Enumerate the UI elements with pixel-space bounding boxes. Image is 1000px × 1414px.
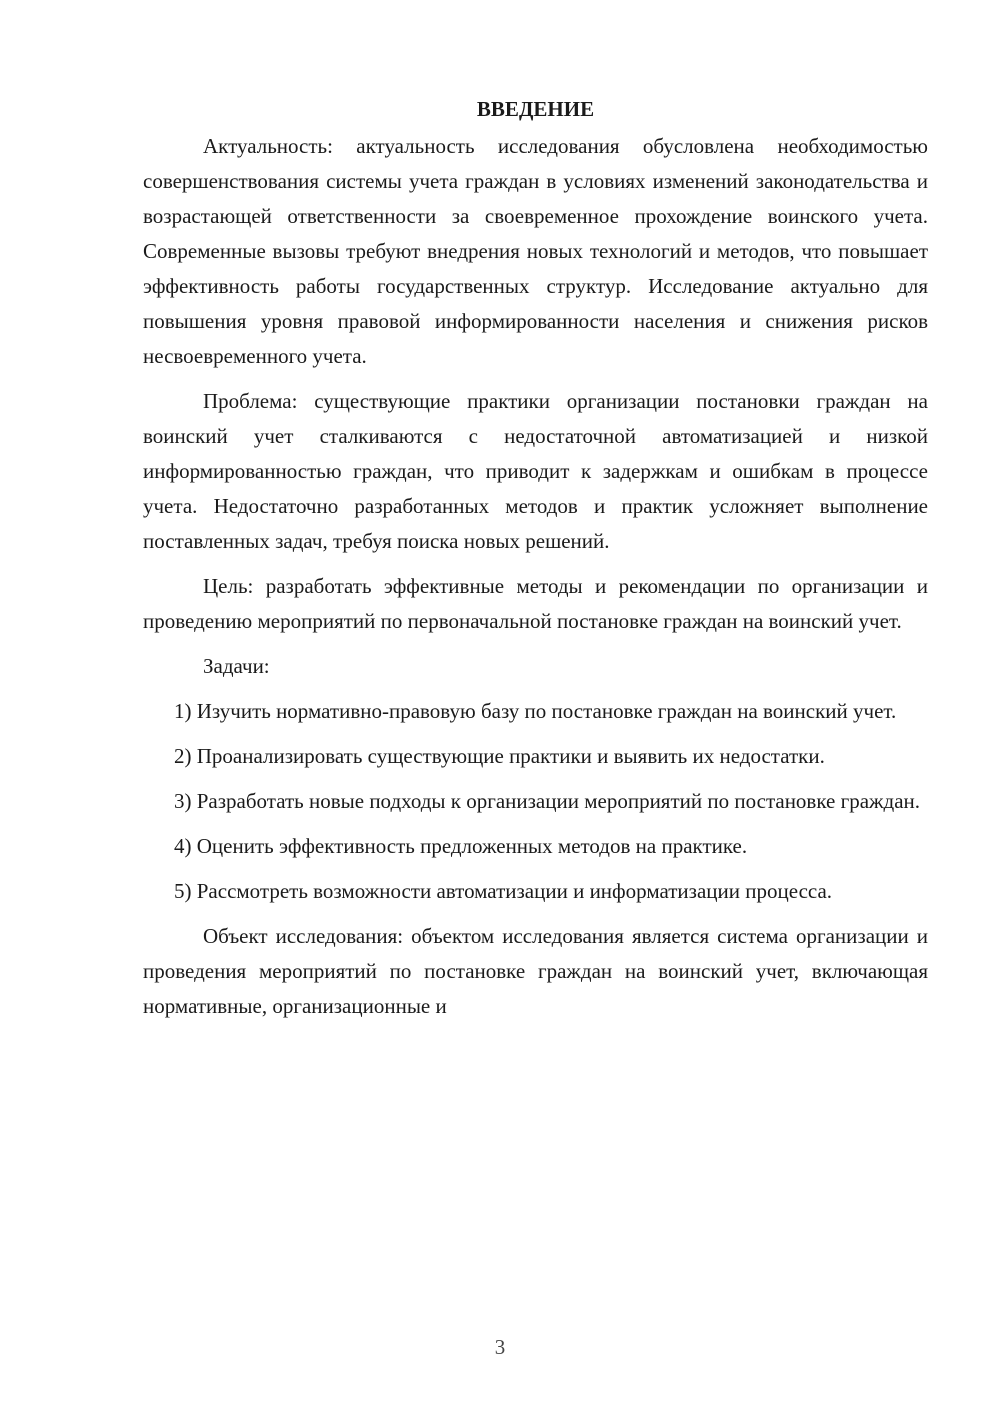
problem-paragraph: Проблема: существующие практики организации постановки граждан на воинский учет сталкиваются с недостаточной автоматизацией и низкой информированностью граждан, что приводит к задержкам и ошибкам в процессе учета. Недостаточно разработанных методов и практик усложняет выполнение поставленных задач, требуя поиска новых решений. bbox=[143, 389, 928, 553]
task-item: 4) Оценить эффективность предложенных методов на практике. bbox=[174, 834, 748, 858]
relevance-paragraph: Актуальность: актуальность исследования обусловлена необходимостью совершенствования системы учета граждан в условиях изменений законодательства и возрастающей ответственности за своевременное прохождение воинского учета. Современные вызовы требуют внедрения новых технологий и методов, что повышает эффективность работы государственных структур. Исследование актуально для повышения уровня правовой информированности населения и снижения рисков несвоевременного учета. bbox=[143, 134, 928, 368]
document-page bbox=[143, 92, 928, 1024]
page-number: 3 bbox=[494, 1335, 506, 1359]
section-title: ВВЕДЕНИЕ bbox=[476, 97, 595, 121]
object-paragraph: Объект исследования: объектом исследования является система организации и проведения мероприятий по постановке граждан на воинский учет, включающая нормативные, организационные и bbox=[143, 924, 928, 1018]
task-item: 3) Разработать новые подходы к организации мероприятий по постановке граждан. bbox=[174, 789, 921, 813]
tasks-heading: Задачи: bbox=[203, 654, 270, 678]
task-item: 1) Изучить нормативно-правовую базу по постановке граждан на воинский учет. bbox=[174, 699, 897, 723]
task-item: 2) Проанализировать существующие практики и выявить их недостатки. bbox=[174, 744, 825, 768]
goal-paragraph: Цель: разработать эффективные методы и рекомендации по организации и проведению мероприятий по первоначальной постановке граждан на воинский учет. bbox=[143, 574, 928, 633]
task-item: 5) Рассмотреть возможности автоматизации и информатизации процесса. bbox=[174, 879, 833, 903]
